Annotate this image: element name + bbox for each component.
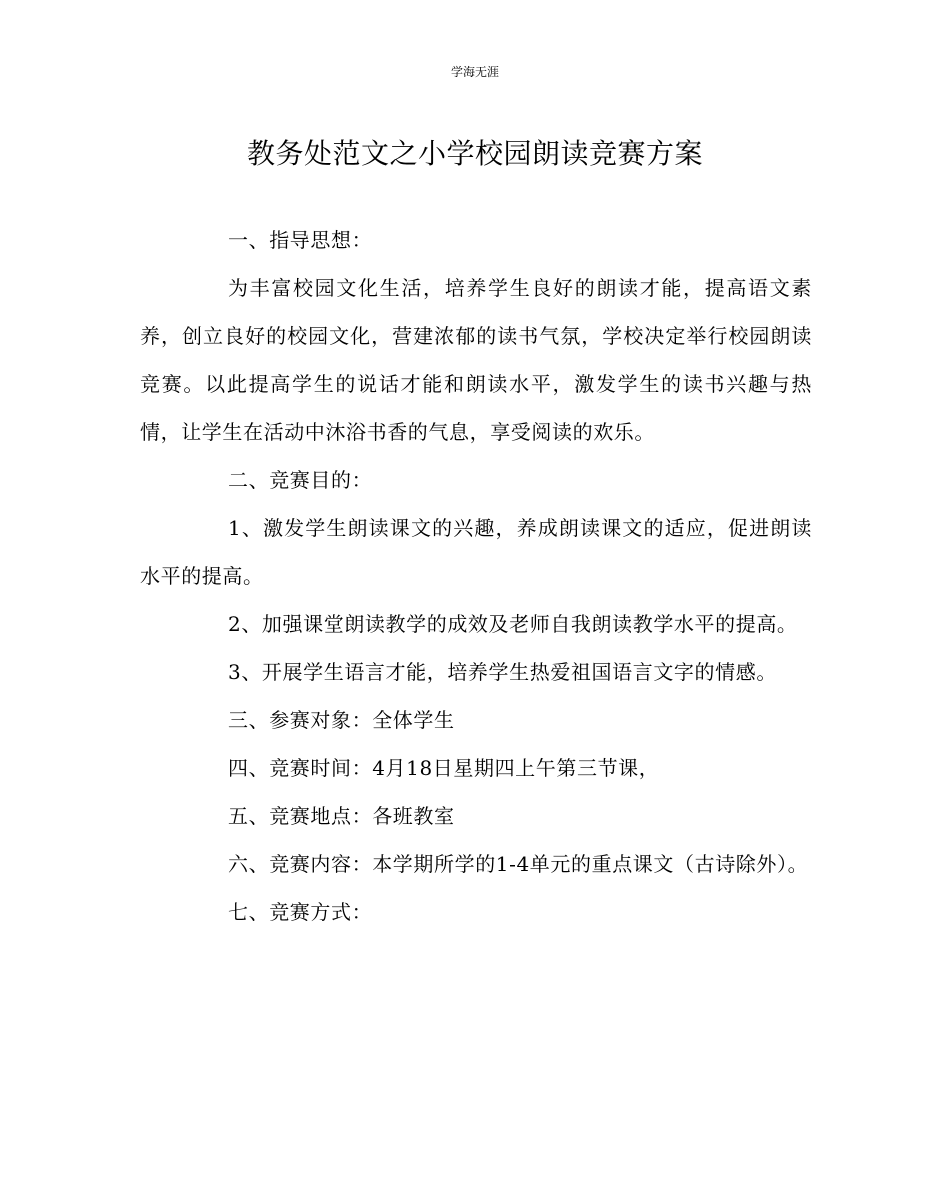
section-heading-format: 七、竞赛方式： [228, 900, 373, 924]
purpose-item-2: 2、加强课堂朗读教学的成效及老师自我朗读教学水平的提高。 [228, 612, 798, 636]
purpose-item-1: 1、激发学生朗读课文的兴趣，养成朗读课文的适应，促进朗读水平的提高。 [140, 516, 812, 588]
section-heading-guiding-thought: 一、指导思想： [228, 228, 373, 252]
section-heading-purpose: 二、竞赛目的： [228, 468, 373, 492]
document-title: 教务处范文之小学校园朗读竞赛方案 [246, 137, 703, 170]
section-content: 六、竞赛内容：本学期所学的1-4单元的重点课文（古诗除外）。 [228, 852, 809, 876]
section-time: 四、竞赛时间：4月18日星期四上午第三节课， [228, 756, 660, 780]
section-participants: 三、参赛对象：全体学生 [228, 708, 455, 732]
page-header: 学海无涯 [450, 65, 499, 79]
paragraph-guiding-thought: 为丰富校园文化生活，培养学生良好的朗读才能，提高语文素养，创立良好的校园文化，营建浓郁的读书气氛，学校决定举行校园朗读竞赛。以此提高学生的说话才能和朗读水平，激发学生的读书兴趣与热情，让学生在活动中沐浴书香的气息，享受阅读的欢乐。 [140, 276, 812, 444]
purpose-item-3: 3、开展学生语言才能，培养学生热爱祖国语言文字的情感。 [228, 660, 777, 684]
section-location: 五、竞赛地点：各班教室 [228, 804, 455, 828]
document-body [140, 216, 812, 936]
